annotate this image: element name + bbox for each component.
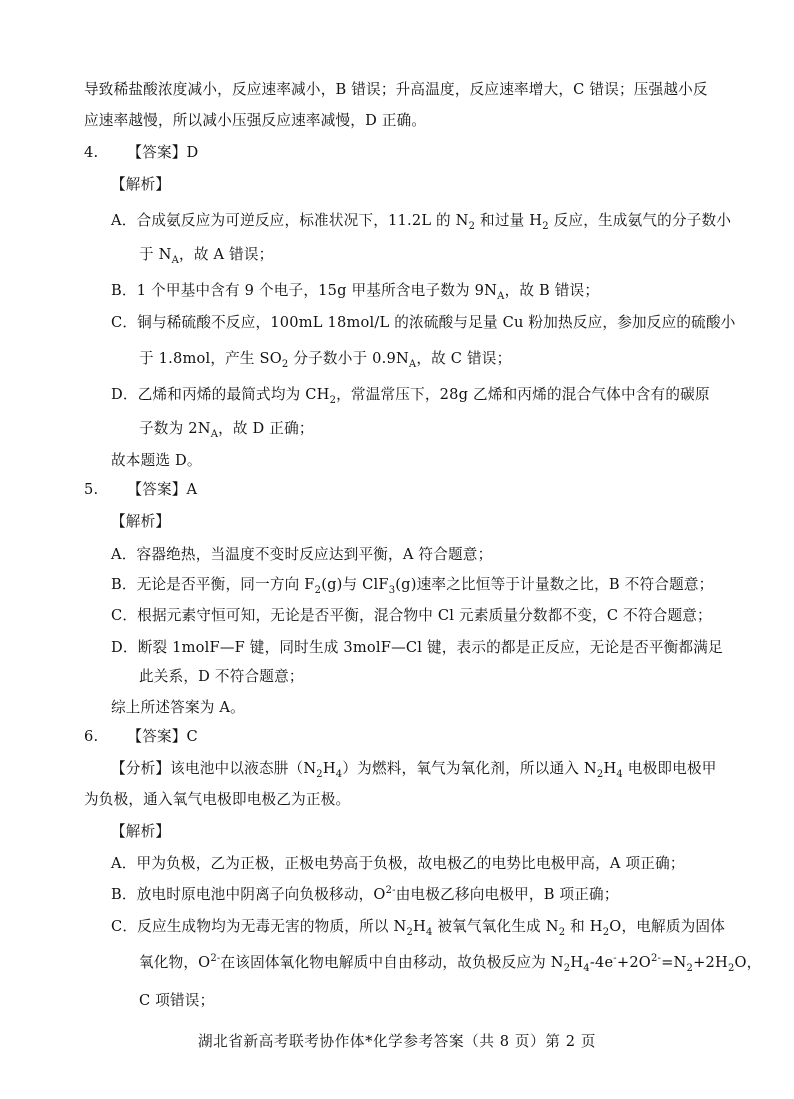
text-line: B．放电时原电池中阴离子向负极移动，$O^{2-}$由电极乙移向电极甲，B 项正确； (111, 885, 619, 903)
text-line: C．反应生成物均为无毒无害的物质，所以 $N_2H_4$ 被氧气氧化生成 $N_2$ 和 $H_2O$，电解质为固体 (111, 918, 726, 938)
text-line: B．1 个甲基中含有 9 个电子，15g 甲基所含电子数为 $9N_A$，故 B 错误； (111, 282, 600, 302)
text-line: 导致稀盐酸浓度减小，反应速率减小，B 错误；升高温度，反应速率增大，C 错误；压强越小反 (84, 81, 708, 98)
text-line: 【分析】该电池中以液态肼$(N_2H_4)$为燃料，氧气为氧化剂，所以通入 $N_2H_4$ 电极即电极甲 (111, 760, 717, 780)
question-header: 5. 【答案】A (84, 481, 198, 498)
question-header: 6. 【答案】C (84, 728, 198, 745)
text-line: D．断裂 1molF—F 键，同时生成 3molF—Cl 键，表示的都是正反应，无论是否平衡都满足 (111, 639, 723, 656)
text-line: 综上所述答案为 A。 (111, 699, 245, 716)
text-line: C．铜与稀硫酸不反应，100mL 18mol/L 的浓硫酸与足量 Cu 粉加热反应，参加反应的硫酸小 (111, 314, 736, 331)
text-line: B．无论是否平衡，同一方向 $F_2(g)$与 ClF$_3$(g)速率之比恒等于计量数之比，B 不符合题意； (111, 576, 714, 596)
text-line: A．容器绝热，当温度不变时反应达到平衡，A 符合题意； (111, 546, 493, 563)
text-line: 为负极，通入氧气电极即电极乙为正极。 (84, 791, 351, 808)
text-line: D．乙烯和丙烯的最简式均为 $CH_2$，常温常压下，28g 乙烯和丙烯的混合气体中含有的碳原 (111, 386, 710, 406)
page-footer: 湖北省新高考联考协作体*化学参考答案（共 8 页）第 2 页 (197, 1033, 597, 1050)
text-line: 氧化物，$O^{2-}$在该固体氧化物电解质中自由移动，故负极反应为 $N_2H_4-4e^-+2O^{2-}=N_2+2H_2O$， (139, 953, 762, 974)
question-header: 4. 【答案】D (84, 144, 199, 161)
text-line: C．根据元素守恒可知，无论是否平衡，混合物中 Cl 元素质量分数都不变，C 不符合题意； (111, 607, 712, 624)
text-line: 故本题选 D。 (111, 452, 202, 469)
text-line: 于 1.8mol，产生 $SO_2$ 分子数小于 $0.9N_A$，故 C 错误； (139, 350, 512, 370)
text-line: A．合成氨反应为可逆反应，标准状况下，11.2L 的 $N_2$ 和过量 $H_2$ 反应，生成氨气的分子数小 (111, 212, 732, 232)
section-label: 【解析】 (111, 513, 171, 530)
text-line: 应速率越慢，所以减小压强反应速率减慢，D 正确。 (84, 112, 427, 129)
section-label: 【解析】 (111, 176, 171, 193)
text-line: 子数为 $2N_A$，故 D 正确； (139, 420, 314, 440)
text-line: A．甲为负极，乙为正极，正极电势高于负极，故电极乙的电势比电极甲高，A 项正确； (111, 855, 685, 872)
text-line: C 项错误； (139, 992, 215, 1009)
section-label: 【解析】 (111, 823, 171, 840)
text-line: 此关系，D 不符合题意； (139, 668, 304, 685)
text-line: 于 $N_A$，故 A 错误； (139, 246, 274, 266)
